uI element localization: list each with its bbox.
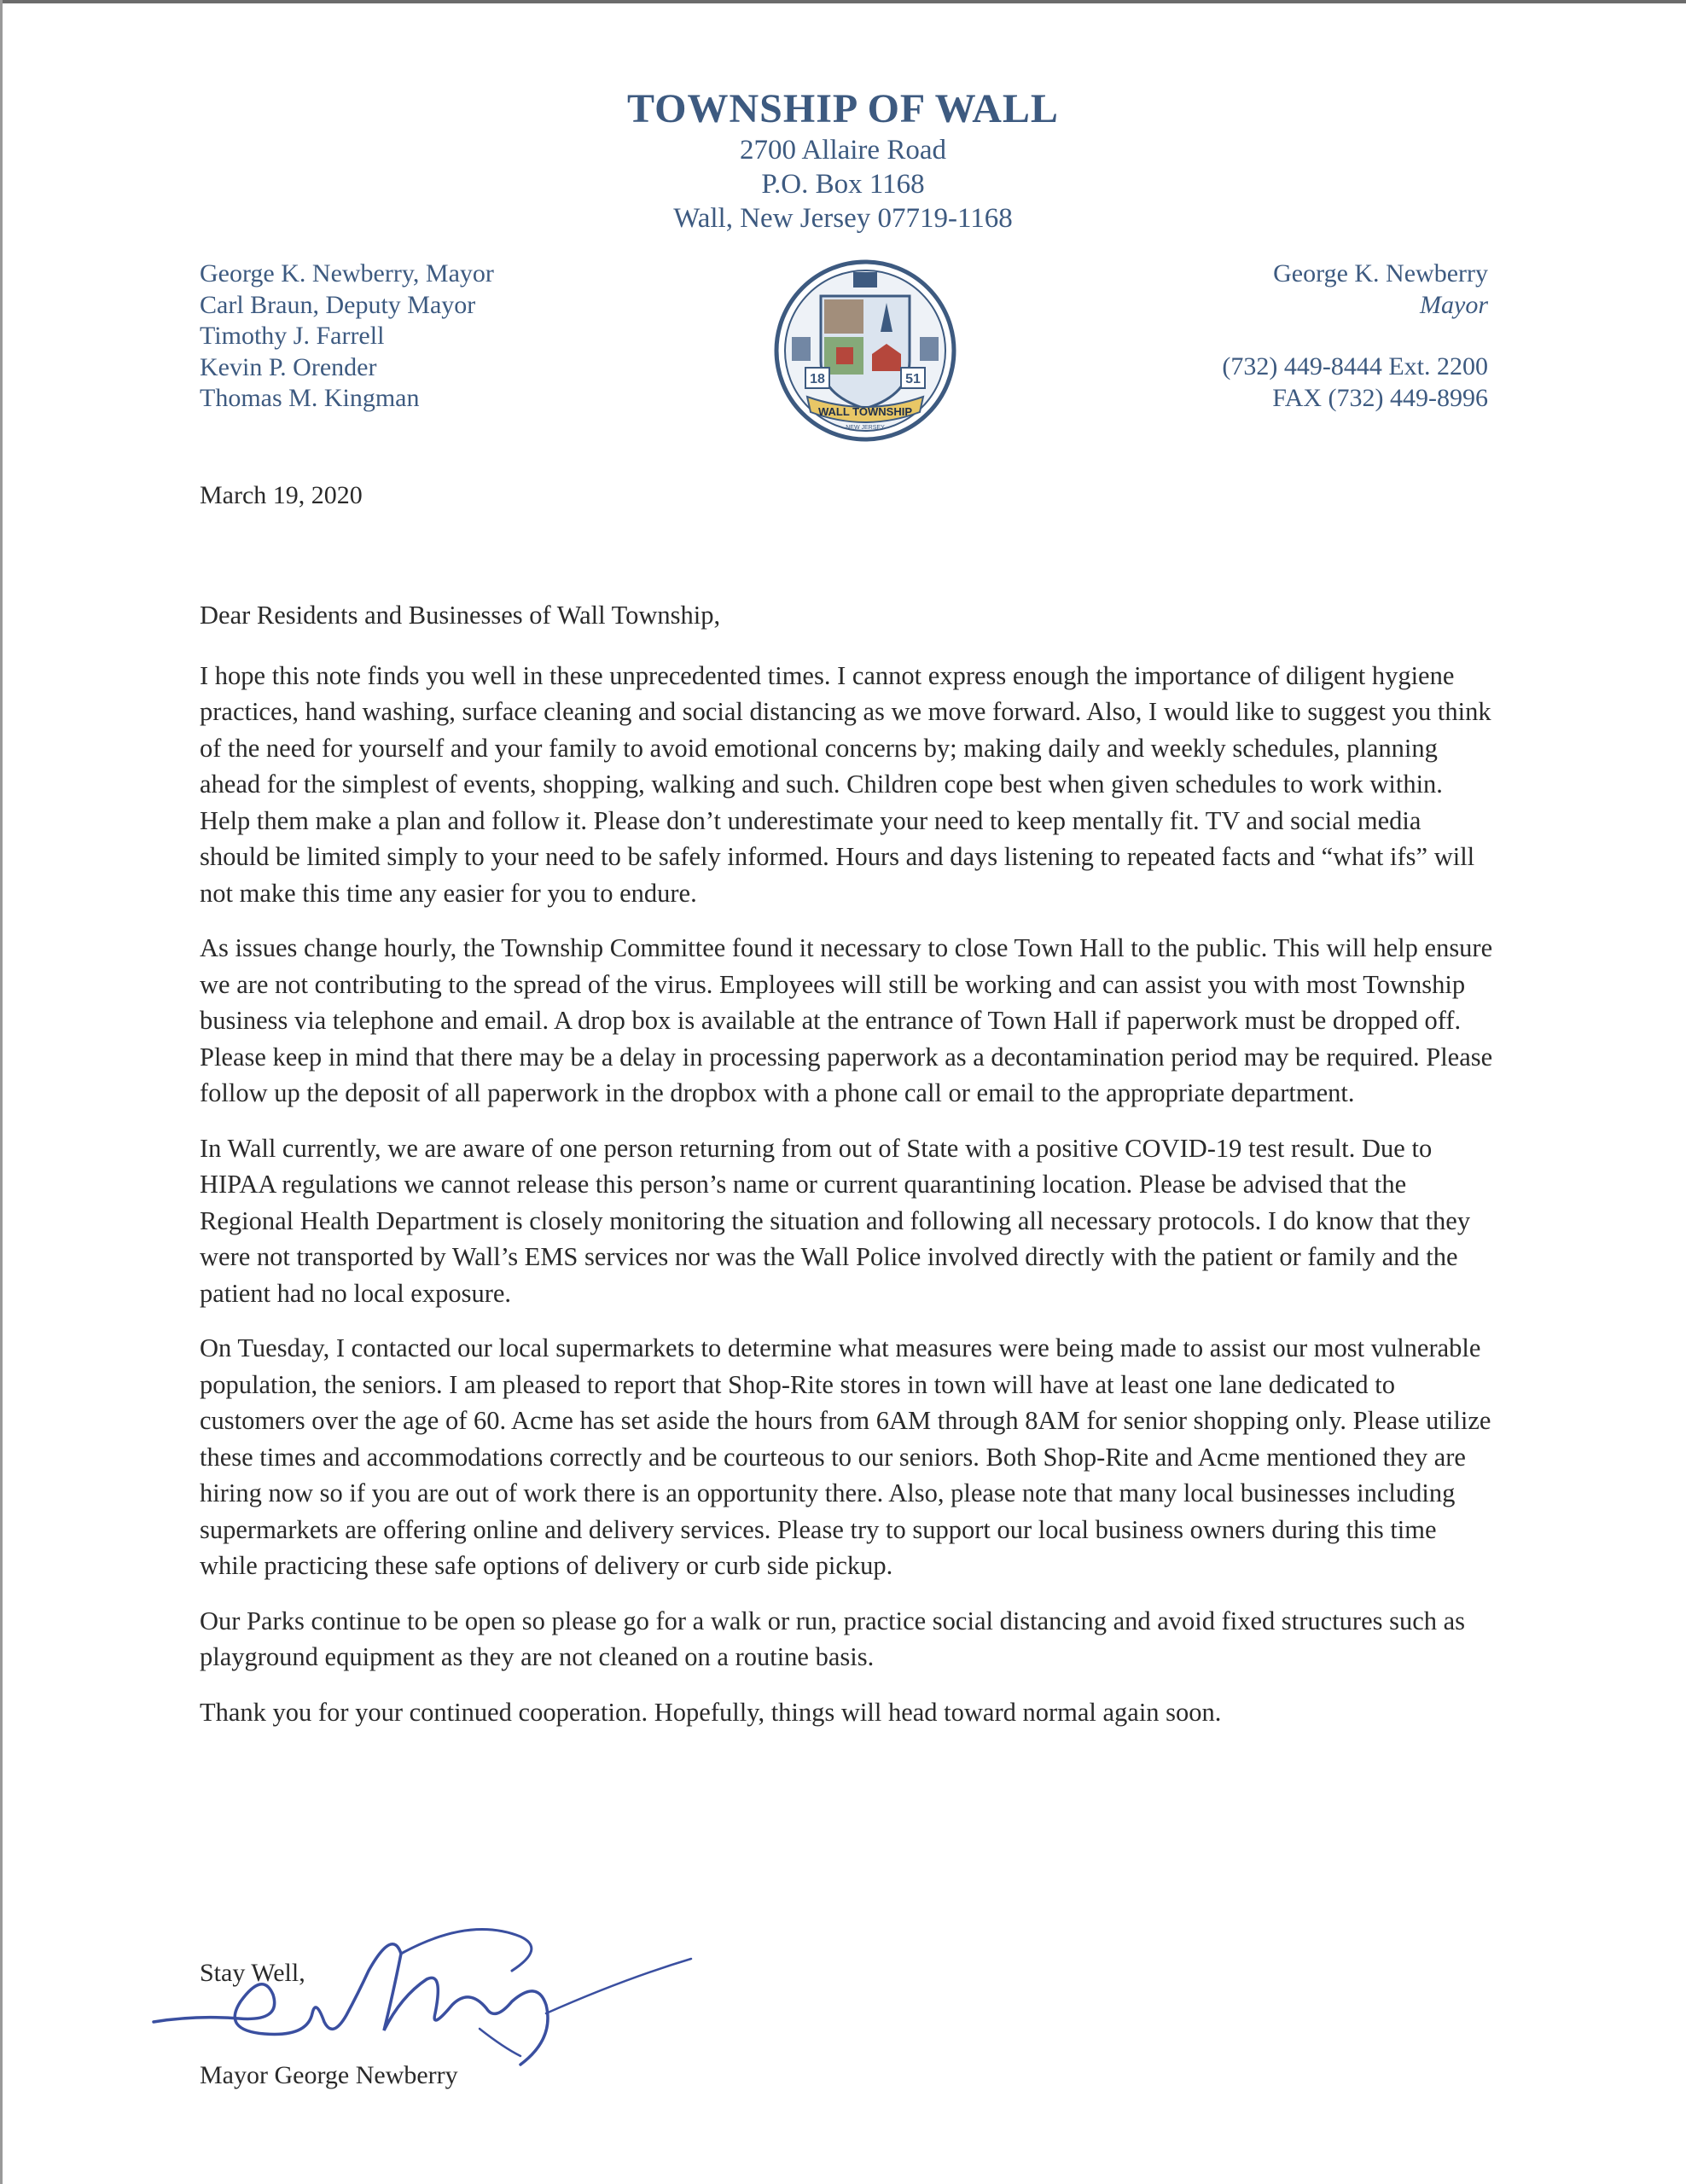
- letter-body: [200, 597, 1497, 1749]
- seal-year-right: 51: [905, 372, 921, 386]
- mayor-title: Mayor: [1420, 290, 1488, 319]
- seal-state-text: NEW JERSEY: [846, 425, 885, 431]
- seal-year-left: 18: [810, 372, 825, 386]
- seal-banner-text: WALL TOWNSHIP: [817, 405, 913, 418]
- official-name: Carl Braun, Deputy Mayor: [200, 290, 476, 319]
- body-paragraph: I hope this note finds you well in these unprecedented times. I cannot express enough the importance of diligent hygiene practices, hand washing, surface cleaning and social distancing as we move forward. Also, I would like to suggest you think of the need for yourself and your family to avoid emotional concerns by; making daily and weekly schedules, planning ahead for the simplest of events, shopping, walking and such. Children cope best when given schedules to work within. Help them make a plan and follow it. Please don’t underestimate your need to keep mentally fit. TV and social media should be limited simply to your need to be safely informed. Hours and days listening to repeated facts and “what ifs” will not make this time any easier for you to endure.: [200, 660, 1491, 908]
- scan-edge-left: [0, 0, 3, 2184]
- official-name: George K. Newberry, Mayor: [200, 259, 494, 288]
- mayor-phone: (732) 449-8444 Ext. 2200: [1222, 352, 1488, 380]
- body-paragraph: On Tuesday, I contacted our local supermarkets to determine what measures were being made to assist our most vulnerable population, the seniors. I am pleased to report that Shop-Rite stores in town will have at least one lane dedicated to customers over the age of 60. Acme has set aside the hours from 6AM through 8AM for senior shopping only. Please utilize these times and accommodations correctly and be courteous to our seniors. Both Shop-Rite and Acme mentioned they are hiring now so if you are out of work there is an opportunity there. Also, please note that many local businesses including supermarkets are offering online and delivery services. Please try to support our local business owners during this time while practicing these safe options of delivery or curb side pickup.: [200, 1333, 1491, 1580]
- mayor-fax: FAX (732) 449-8996: [1272, 383, 1488, 412]
- closing: Stay Well,: [200, 1959, 305, 1987]
- letter-date: March 19, 2020: [200, 481, 363, 509]
- signer-name: Mayor George Newberry: [200, 2061, 458, 2089]
- salutation: Dear Residents and Businesses of Wall Township,: [200, 601, 721, 630]
- official-name: Timothy J. Farrell: [200, 322, 385, 350]
- letterhead-title: TOWNSHIP OF WALL: [627, 86, 1059, 131]
- township-committee-list: [200, 258, 494, 415]
- official-name: Kevin P. Orender: [200, 352, 377, 381]
- body-paragraph: Thank you for your continued cooperation. Hopefully, things will head toward normal again soon.: [200, 1697, 1222, 1727]
- body-paragraph: Our Parks continue to be open so please go for a walk or run, practice social distancing and avoid fixed structures such as playground equipment as they are not cleaned on a routine basis.: [200, 1606, 1466, 1671]
- mayor-name: George K. Newberry: [1273, 259, 1488, 288]
- letterhead-address-line2: P.O. Box 1168: [761, 169, 925, 200]
- letterhead-address-line3: Wall, New Jersey 07719-1168: [673, 203, 1013, 234]
- official-name: Thomas M. Kingman: [200, 384, 420, 412]
- letterhead: [0, 85, 1686, 235]
- scan-edge-top: [0, 0, 1686, 3]
- township-seal-icon: [773, 258, 957, 443]
- mayor-contact-block: [1222, 258, 1488, 414]
- letterhead-address-line1: 2700 Allaire Road: [740, 135, 946, 166]
- body-paragraph: As issues change hourly, the Township Committee found it necessary to close Town Hall to the public. This will help ensure we are not contributing to the spread of the virus. Employees will still be working and can assist you with most Township business via telephone and email. A drop box is available at the entrance of Town Hall if paperwork must be dropped off. Please keep in mind that there may be a delay in processing paperwork as a decontamination period may be required. Please follow up the deposit of all paperwork in the dropbox with a phone call or email to the appropriate department.: [200, 933, 1493, 1107]
- body-paragraph: In Wall currently, we are aware of one person returning from out of State with a positive COVID-19 test result. Due to HIPAA regulations we cannot release this person’s name or current quarantining location. Please be advised that the Regional Health Department is closely monitoring the situation and following all necessary protocols. I do know that they were not transported by Wall’s EMS services nor was the Wall Police involved directly with the patient or family and the patient had no local exposure.: [200, 1133, 1471, 1308]
